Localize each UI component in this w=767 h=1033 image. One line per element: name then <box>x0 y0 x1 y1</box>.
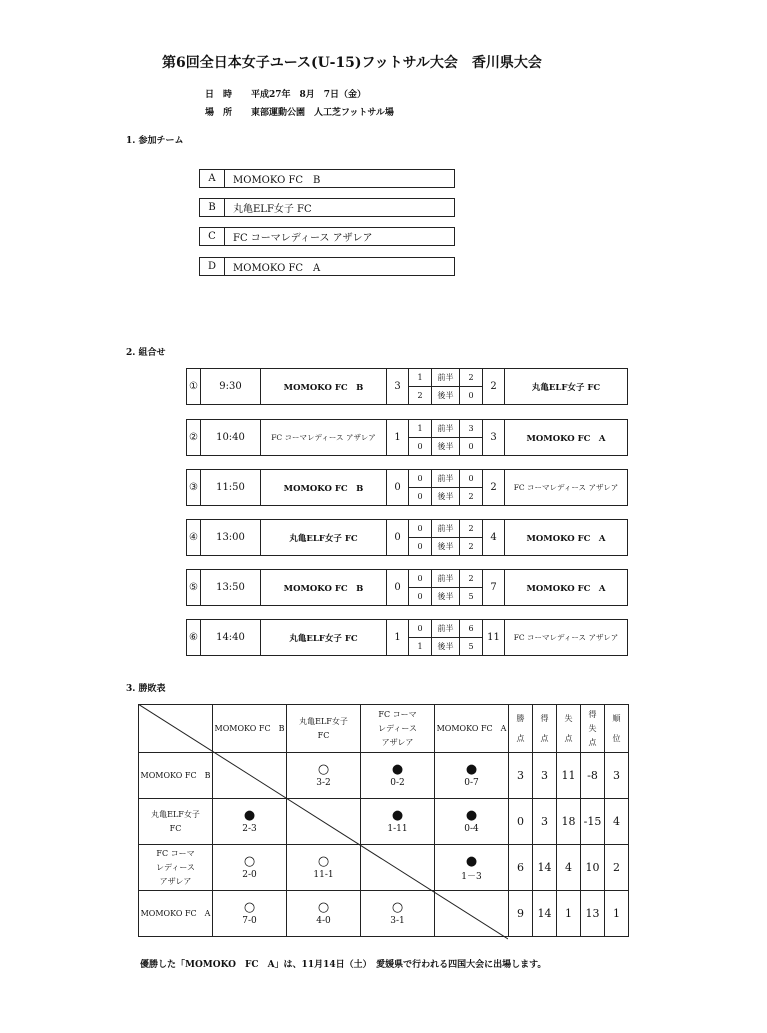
place-label: 場 所 <box>205 108 233 118</box>
team-name: FC コーマレディース アザレア <box>233 233 373 244</box>
team-name: MOMOKO FC B <box>233 175 321 186</box>
place-value: 東部運動公園 人工芝フットサル場 <box>251 108 394 118</box>
home-total: 1 <box>387 620 409 656</box>
stat-rank: 3 <box>605 753 629 799</box>
team-key: B <box>200 199 225 216</box>
stat-rank: 1 <box>605 891 629 937</box>
match-number: ② <box>187 420 201 456</box>
footer-note: 優勝した「MOMOKO FC A」は、11月14日（土） 愛媛県で行われる四国大会に出場します。 <box>140 960 547 970</box>
home-first-half: 0 <box>409 520 432 538</box>
results-row-head-2: FC コーマ レディース アザレア <box>139 845 213 891</box>
away-second-half: 0 <box>460 387 483 405</box>
section-matches-heading: 2. 組合せ <box>126 348 166 358</box>
home-team: 丸亀ELF女子 FC <box>261 520 387 556</box>
match-time: 11:50 <box>201 470 261 506</box>
away-second-half: 5 <box>460 638 483 656</box>
home-team: FC コーマレディース アザレア <box>261 420 387 456</box>
match-number: ① <box>187 369 201 405</box>
home-second-half: 0 <box>409 588 432 606</box>
place-line <box>205 105 394 118</box>
match-score: 3-1 <box>390 915 405 926</box>
home-first-half: 1 <box>409 369 432 387</box>
stat-goals-against: 4 <box>557 845 581 891</box>
away-second-half: 2 <box>460 488 483 506</box>
date-value: 平成27年 8月 7日（金） <box>251 90 367 100</box>
match-number: ⑤ <box>187 570 201 606</box>
match-score: 0-7 <box>464 777 479 788</box>
match-5 <box>186 569 628 606</box>
away-team: MOMOKO FC A <box>505 420 628 456</box>
first-half-label: 前半 <box>432 470 460 488</box>
date-line <box>205 87 366 100</box>
loss-mark-icon: ● <box>243 807 256 823</box>
loss-mark-icon: ● <box>465 853 478 869</box>
match-score: 11-1 <box>313 869 334 880</box>
match-score: 1-11 <box>387 823 408 834</box>
match-time: 13:00 <box>201 520 261 556</box>
stat-goals-for: 3 <box>533 753 557 799</box>
stat-head-goals-against: 失 点 <box>557 705 581 753</box>
first-half-label: 前半 <box>432 570 460 588</box>
match-score: 4-0 <box>316 915 331 926</box>
stat-goal-diff: -8 <box>581 753 605 799</box>
results-col-head-0: MOMOKO FC B <box>213 705 287 753</box>
section-teams-heading: 1. 参加チーム <box>126 136 184 146</box>
stat-goals-against: 18 <box>557 799 581 845</box>
home-total: 3 <box>387 369 409 405</box>
team-name: MOMOKO FC A <box>233 263 321 274</box>
loss-mark-icon: ● <box>391 761 404 777</box>
home-total: 0 <box>387 570 409 606</box>
second-half-label: 後半 <box>432 387 460 405</box>
stat-goal-diff: 13 <box>581 891 605 937</box>
match-4 <box>186 519 628 556</box>
team-key: A <box>200 170 225 187</box>
match-score: 3-2 <box>316 777 331 788</box>
stat-wins: 0 <box>509 799 533 845</box>
match-number: ③ <box>187 470 201 506</box>
home-second-half: 0 <box>409 538 432 556</box>
match-time: 14:40 <box>201 620 261 656</box>
match-score: 1－3 <box>461 871 482 882</box>
stat-goal-diff: -15 <box>581 799 605 845</box>
away-team: FC コーマレディース アザレア <box>505 470 628 506</box>
stat-rank: 4 <box>605 799 629 845</box>
away-second-half: 2 <box>460 538 483 556</box>
away-first-half: 2 <box>460 570 483 588</box>
away-team: 丸亀ELF女子 FC <box>505 369 628 405</box>
away-team: MOMOKO FC A <box>505 570 628 606</box>
team-row-c <box>199 227 455 246</box>
match-score: 0-2 <box>390 777 405 788</box>
stat-head-wins: 勝 点 <box>509 705 533 753</box>
first-half-label: 前半 <box>432 420 460 438</box>
second-half-label: 後半 <box>432 638 460 656</box>
team-row-d <box>199 257 455 276</box>
stat-wins: 6 <box>509 845 533 891</box>
results-row-head-3: MOMOKO FC A <box>139 891 213 937</box>
stat-goal-diff: 10 <box>581 845 605 891</box>
team-name: 丸亀ELF女子 FC <box>233 204 312 215</box>
second-half-label: 後半 <box>432 538 460 556</box>
home-first-half: 0 <box>409 570 432 588</box>
section-results-heading: 3. 勝敗表 <box>126 684 166 694</box>
first-half-label: 前半 <box>432 369 460 387</box>
stat-head-goal-diff: 得 失 点 <box>581 705 605 753</box>
loss-mark-icon: ● <box>465 807 478 823</box>
home-total: 0 <box>387 520 409 556</box>
match-score: 2-0 <box>242 869 257 880</box>
match-time: 10:40 <box>201 420 261 456</box>
results-col-head-2: FC コーマ レディース アザレア <box>361 705 435 753</box>
team-row-b <box>199 198 455 217</box>
home-team: MOMOKO FC B <box>261 470 387 506</box>
win-mark-icon: ○ <box>243 853 256 869</box>
home-team: MOMOKO FC B <box>261 369 387 405</box>
stat-goals-against: 1 <box>557 891 581 937</box>
stat-goals-against: 11 <box>557 753 581 799</box>
match-2 <box>186 419 628 456</box>
match-time: 9:30 <box>201 369 261 405</box>
home-first-half: 0 <box>409 620 432 638</box>
match-number: ⑥ <box>187 620 201 656</box>
home-team: 丸亀ELF女子 FC <box>261 620 387 656</box>
home-total: 1 <box>387 420 409 456</box>
date-label: 日 時 <box>205 90 233 100</box>
away-total: 2 <box>483 470 505 506</box>
match-6 <box>186 619 628 656</box>
stat-goals-for: 14 <box>533 845 557 891</box>
results-col-head-1: 丸亀ELF女子 FC <box>287 705 361 753</box>
home-second-half: 0 <box>409 488 432 506</box>
away-total: 3 <box>483 420 505 456</box>
first-half-label: 前半 <box>432 520 460 538</box>
win-mark-icon: ○ <box>317 899 330 915</box>
match-score: 7-0 <box>242 915 257 926</box>
match-1 <box>186 368 628 405</box>
home-total: 0 <box>387 470 409 506</box>
stat-goals-for: 14 <box>533 891 557 937</box>
away-second-half: 0 <box>460 438 483 456</box>
away-total: 2 <box>483 369 505 405</box>
win-mark-icon: ○ <box>317 853 330 869</box>
loss-mark-icon: ● <box>391 807 404 823</box>
results-row-head-0: MOMOKO FC B <box>139 753 213 799</box>
away-second-half: 5 <box>460 588 483 606</box>
results-col-head-3: MOMOKO FC A <box>435 705 509 753</box>
away-first-half: 6 <box>460 620 483 638</box>
win-mark-icon: ○ <box>391 899 404 915</box>
team-key: D <box>200 258 225 275</box>
away-total: 4 <box>483 520 505 556</box>
home-team: MOMOKO FC B <box>261 570 387 606</box>
page-title: 第6回全日本女子ユース(U-15)フットサル大会 香川県大会 <box>162 55 542 71</box>
stat-wins: 3 <box>509 753 533 799</box>
match-score: 2-3 <box>242 823 257 834</box>
match-time: 13:50 <box>201 570 261 606</box>
second-half-label: 後半 <box>432 588 460 606</box>
away-team: FC コーマレディース アザレア <box>505 620 628 656</box>
win-mark-icon: ○ <box>317 761 330 777</box>
results-diagonal-line <box>138 704 508 940</box>
second-half-label: 後半 <box>432 488 460 506</box>
team-row-a <box>199 169 455 188</box>
match-3 <box>186 469 628 506</box>
match-score: 0-4 <box>464 823 479 834</box>
away-team: MOMOKO FC A <box>505 520 628 556</box>
stat-wins: 9 <box>509 891 533 937</box>
home-second-half: 0 <box>409 438 432 456</box>
match-number: ④ <box>187 520 201 556</box>
win-mark-icon: ○ <box>243 899 256 915</box>
away-first-half: 0 <box>460 470 483 488</box>
stat-head-rank: 順 位 <box>605 705 629 753</box>
home-second-half: 1 <box>409 638 432 656</box>
stat-rank: 2 <box>605 845 629 891</box>
first-half-label: 前半 <box>432 620 460 638</box>
home-second-half: 2 <box>409 387 432 405</box>
home-first-half: 1 <box>409 420 432 438</box>
stat-head-goals-for: 得 点 <box>533 705 557 753</box>
away-first-half: 3 <box>460 420 483 438</box>
away-first-half: 2 <box>460 520 483 538</box>
away-first-half: 2 <box>460 369 483 387</box>
team-key: C <box>200 228 225 245</box>
away-total: 11 <box>483 620 505 656</box>
home-first-half: 0 <box>409 470 432 488</box>
loss-mark-icon: ● <box>465 761 478 777</box>
away-total: 7 <box>483 570 505 606</box>
results-row-head-1: 丸亀ELF女子 FC <box>139 799 213 845</box>
second-half-label: 後半 <box>432 438 460 456</box>
stat-goals-for: 3 <box>533 799 557 845</box>
